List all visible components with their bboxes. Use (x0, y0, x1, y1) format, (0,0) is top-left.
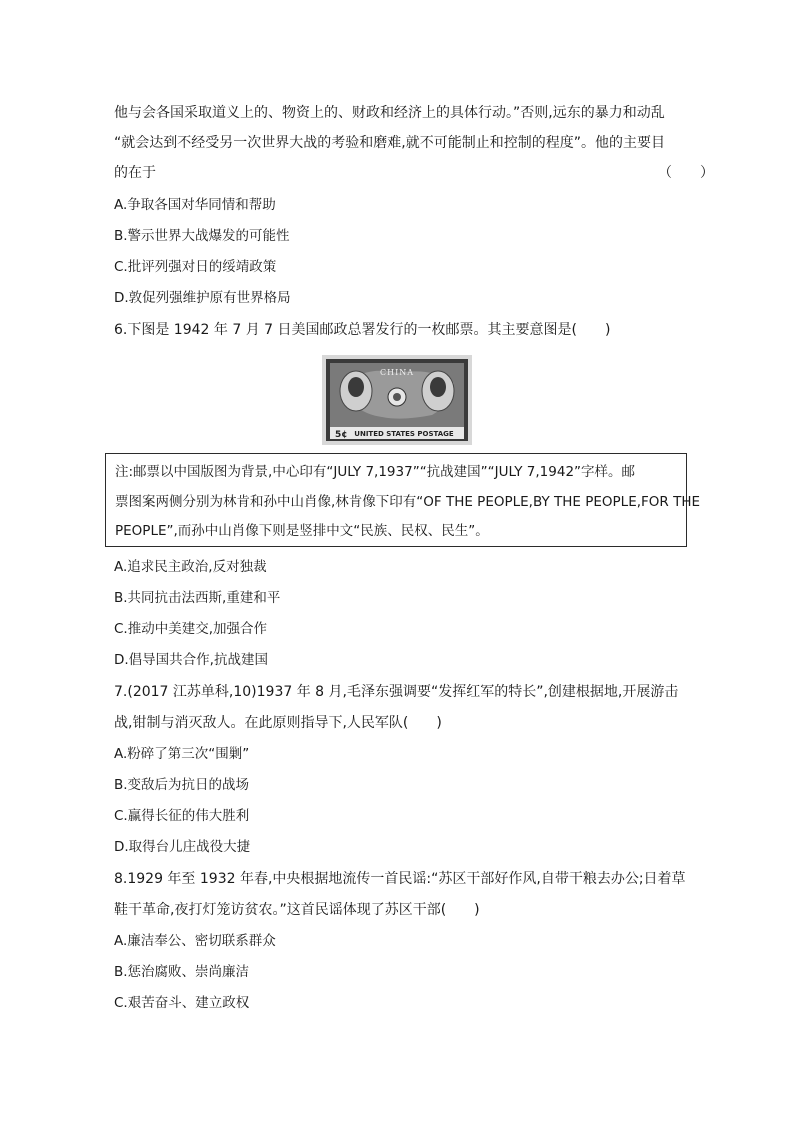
q8-option-a: A.廉洁奉公、密切联系群众 (114, 933, 276, 949)
q5-option-d: D.敦促列强维护原有世界格局 (114, 290, 291, 306)
sun-emblem-center-icon (393, 393, 401, 401)
stamp-bottom-text: UNITED STATES POSTAGE (354, 430, 454, 438)
q5-stem-line-3 (114, 163, 714, 183)
q7-option-c: C.赢得长征的伟大胜利 (114, 808, 250, 824)
q7-option-b: B.变敌后为抗日的战场 (114, 777, 250, 793)
q5-answer-bracket: （ ） (658, 165, 714, 181)
q7-option-d: D.取得台儿庄战役大捷 (114, 839, 251, 855)
stamp-svg (322, 355, 472, 445)
q6-stem: 6.下图是 1942 年 7 月 7 日美国邮政总署发行的一枚邮票。其主要意图是( ) (114, 322, 611, 338)
q5-option-a: A.争取各国对华同情和帮助 (114, 197, 276, 213)
q6-option-d: D.倡导国共合作,抗战建国 (114, 652, 268, 668)
q8-stem-line-2: 鞋干革命,夜打灯笼访贫农。”这首民谣体现了苏区干部( ) (114, 902, 480, 918)
q7-stem-line-1: 7.(2017 江苏单科,10)1937 年 8 月,毛泽东强调要“发挥红军的特长”,创建根据地,开展游击 (114, 684, 679, 700)
q7-stem-line-2: 战,钳制与消灭敌人。在此原则指导下,人民军队( ) (114, 715, 442, 731)
stamp-note-box (105, 453, 701, 547)
note-line-2: 票图案两侧分别为林肯和孙中山肖像,林肯像下印有“OF THE PEOPLE,BY THE PEOPLE,FOR THE (115, 494, 701, 510)
q6-option-c: C.推动中美建交,加强合作 (114, 621, 268, 637)
q5-option-c: C.批评列强对日的绥靖政策 (114, 259, 277, 275)
q8-stem-line-1: 8.1929 年至 1932 年春,中央根据地流传一首民谣:“苏区干部好作风,自带干粮去办公;日着草 (114, 871, 686, 887)
note-line-3: PEOPLE”,而孙中山肖像下则是竖排中文“民族、民权、民生”。 (115, 523, 489, 539)
stamp-top-text: CHINA (379, 368, 415, 377)
note-line-1: 注:邮票以中国版图为背景,中心印有“JULY 7,1937”“抗战建国”“JULY 7,1942”字样。邮 (115, 464, 636, 480)
lincoln-portrait-icon (348, 377, 364, 397)
q5-stem-line-2: “就会达到不经受另一次世界大战的考验和磨难,就不可能制止和控制的程度”。他的主要目 (114, 135, 665, 151)
q5-stem-text: 的在于 (114, 165, 156, 181)
stamp-value: 5¢ (335, 430, 348, 440)
q5-stem-line-1: 他与会各国采取道义上的、物资上的、财政和经济上的具体行动。”否则,远东的暴力和动乱 (114, 105, 665, 121)
q6-option-a: A.追求民主政治,反对独裁 (114, 559, 267, 575)
q5-option-b: B.警示世界大战爆发的可能性 (114, 228, 290, 244)
stamp-image (322, 355, 472, 445)
q8-option-b: B.惩治腐败、崇尚廉洁 (114, 964, 250, 980)
q6-option-b: B.共同抗击法西斯,重建和平 (114, 590, 281, 606)
sun-yat-sen-portrait-icon (430, 377, 446, 397)
q7-option-a: A.粉碎了第三次“围剿” (114, 746, 250, 762)
q8-option-c: C.艰苦奋斗、建立政权 (114, 995, 250, 1011)
